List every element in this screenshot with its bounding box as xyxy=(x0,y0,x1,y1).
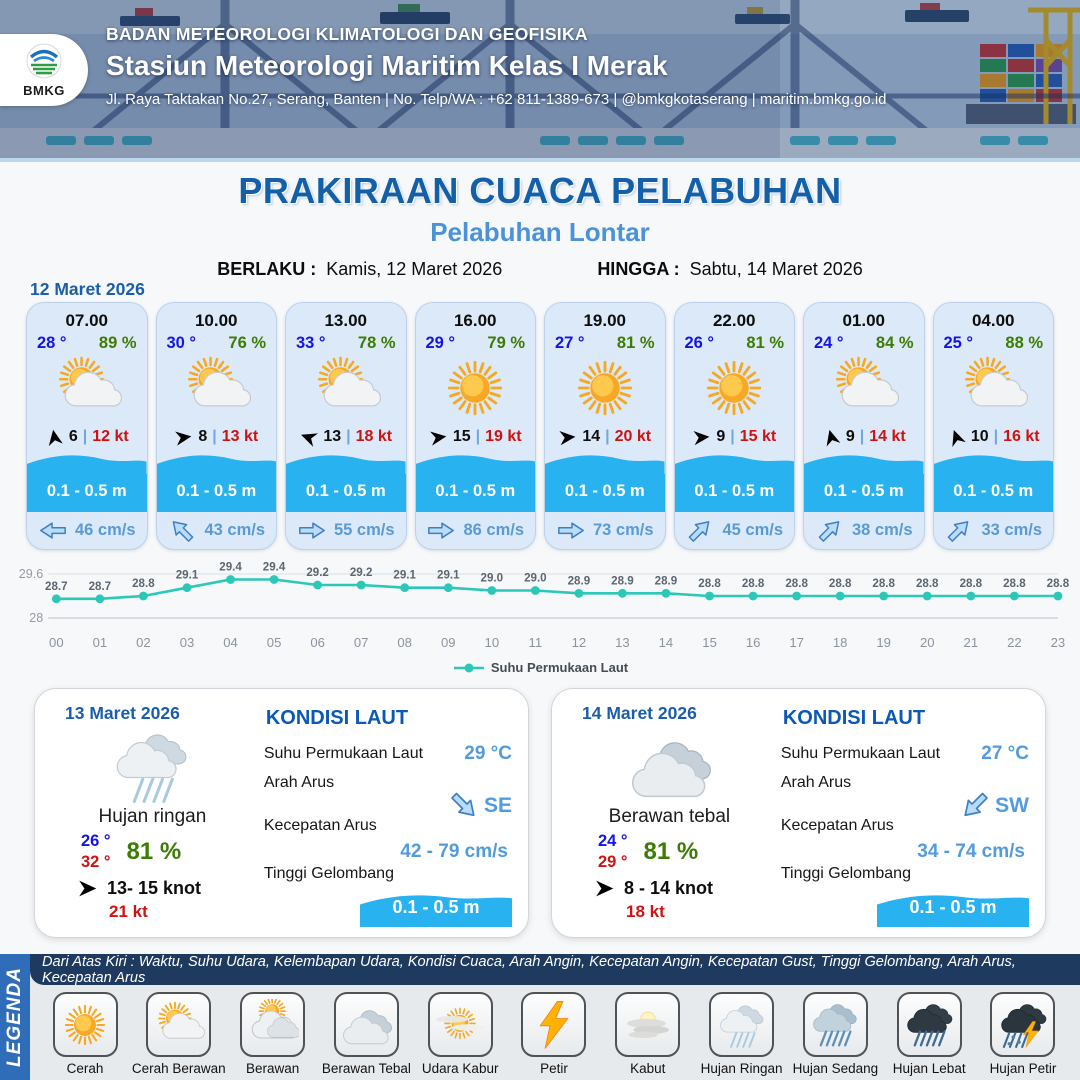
svg-text:16: 16 xyxy=(745,635,761,650)
current-speed-label: Kecepatan Arus xyxy=(780,817,894,834)
panel-date: 13 Maret 2026 xyxy=(65,703,180,723)
wind-speed: 13 xyxy=(323,428,342,446)
card-temperature: 27 ° xyxy=(555,334,585,352)
forecast-card xyxy=(26,302,148,550)
card-temperature: 29 ° xyxy=(425,334,456,352)
wind-gust: 14 kt xyxy=(869,428,906,446)
legend-item xyxy=(228,992,318,1080)
current-speed: 38 cm/s xyxy=(851,520,913,539)
wave-crest-icon xyxy=(157,452,277,474)
legend-item-label: Hujan Sedang xyxy=(792,1061,879,1076)
legend-caption: Dari Atas Kiri : Waktu, Suhu Udara, Kelembapan Udara, Kondisi Cuaca, Arah Angin, Kecepatan Angin, Kecepatan Gust, Tinggi Gelombang, Arah Arus, Kecepatan Arus xyxy=(30,954,1080,985)
card-wind-row xyxy=(416,423,536,452)
wave-crest-icon xyxy=(416,452,536,474)
title-section xyxy=(0,170,1080,280)
sst-label: Suhu Permukaan Laut xyxy=(263,745,424,762)
legend-weather-icon xyxy=(428,992,493,1057)
svg-text:09: 09 xyxy=(441,635,456,650)
forecast-card xyxy=(803,302,925,550)
card-wind-row xyxy=(804,423,924,452)
weather-icon xyxy=(100,724,204,808)
current-direction-value: SE xyxy=(483,793,512,817)
svg-text:12: 12 xyxy=(571,635,587,650)
wind-direction-icon xyxy=(297,425,321,449)
wind-separator: | xyxy=(859,428,865,446)
card-time: 13.00 xyxy=(324,311,368,330)
legend-item xyxy=(509,992,599,1080)
current-speed: 33 cm/s xyxy=(981,520,1043,539)
svg-text:21: 21 xyxy=(963,635,979,650)
current-speed: 55 cm/s xyxy=(333,520,395,539)
svg-text:17: 17 xyxy=(789,635,804,650)
legend-weather-icon xyxy=(334,992,399,1057)
legend-weather-icon xyxy=(146,992,211,1057)
card-temperature: 25 ° xyxy=(943,334,974,352)
panel-day2 xyxy=(34,688,529,938)
card-temperature: 33 ° xyxy=(296,334,326,352)
svg-text:03: 03 xyxy=(179,635,195,650)
card-wind-row xyxy=(675,423,795,452)
svg-text:28.8: 28.8 xyxy=(1046,578,1070,590)
svg-text:06: 06 xyxy=(310,635,325,650)
legend-item xyxy=(415,992,505,1080)
valid-from-date: Kamis, 12 Maret 2026 xyxy=(326,259,503,279)
wave-crest-icon xyxy=(286,452,406,474)
sst-line-chart xyxy=(12,556,1070,652)
card-humidity: 79 % xyxy=(487,334,525,352)
humidity: 81 % xyxy=(643,838,699,865)
svg-text:28.8: 28.8 xyxy=(959,578,983,590)
current-speed-label: Kecepatan Arus xyxy=(263,817,377,834)
weather-icon xyxy=(157,353,277,423)
wind-direction-icon xyxy=(692,427,713,448)
humidity: 81 % xyxy=(126,838,182,865)
svg-text:23: 23 xyxy=(1050,635,1066,650)
card-current-row xyxy=(416,512,536,549)
sst-value: 27 °C xyxy=(981,743,1029,764)
wave-height-band xyxy=(286,452,406,512)
card-humidity: 84 % xyxy=(875,334,914,352)
chart-legend xyxy=(12,660,1070,675)
card-temperature: 30 ° xyxy=(166,334,197,352)
card-wind-row xyxy=(934,423,1054,452)
header xyxy=(0,0,1080,162)
svg-text:22: 22 xyxy=(1007,635,1022,650)
current-speed: 86 cm/s xyxy=(463,520,525,539)
page-title: PRAKIRAAN CUACA PELABUHAN xyxy=(238,170,842,211)
svg-text:28.7: 28.7 xyxy=(88,580,112,593)
current-speed: 45 cm/s xyxy=(722,520,784,539)
current-direction-label: Arah Arus xyxy=(263,774,335,791)
forecast-date: 12 Maret 2026 xyxy=(30,279,145,299)
legend-weather-icon xyxy=(897,992,962,1057)
wave-height-label: Tinggi Gelombang xyxy=(263,865,394,882)
card-humidity: 76 % xyxy=(228,334,266,352)
legend-item xyxy=(321,992,411,1080)
legend-weather-icon xyxy=(990,992,1055,1057)
current-direction-label: Arah Arus xyxy=(780,774,852,791)
wave-crest-icon xyxy=(934,452,1054,474)
svg-text:20: 20 xyxy=(919,635,935,650)
card-humidity: 81 % xyxy=(746,334,784,352)
wind-direction-icon xyxy=(558,427,579,448)
svg-text:08: 08 xyxy=(397,635,412,650)
card-humidity: 88 % xyxy=(1005,334,1043,352)
wave-crest-icon xyxy=(545,452,665,474)
svg-text:29.0: 29.0 xyxy=(524,572,547,585)
wave-height-value: 0.1 - 0.5 m xyxy=(909,897,997,917)
current-direction-icon xyxy=(426,519,456,542)
wind-direction-icon xyxy=(173,427,194,448)
legend-item xyxy=(697,992,787,1080)
agency-name: BADAN METEOROLOGI KLIMATOLOGI DAN GEOFISIKA xyxy=(106,24,588,44)
svg-text:29.2: 29.2 xyxy=(349,567,373,579)
svg-text:28.8: 28.8 xyxy=(1003,578,1026,590)
svg-text:15: 15 xyxy=(702,635,717,650)
current-direction-icon xyxy=(682,512,719,549)
chart-legend-marker-icon xyxy=(454,663,484,673)
current-direction-icon xyxy=(941,512,978,549)
forecast-card xyxy=(933,302,1055,550)
svg-text:28.8: 28.8 xyxy=(785,578,808,590)
svg-text:28.8: 28.8 xyxy=(915,578,939,590)
wave-height-band xyxy=(934,452,1054,512)
svg-text:28.9: 28.9 xyxy=(654,575,678,588)
svg-text:00: 00 xyxy=(49,635,64,650)
wind-speed: 9 xyxy=(716,428,726,446)
bmkg-logo-text: BMKG xyxy=(23,83,65,98)
legend-weather-icon xyxy=(709,992,774,1057)
legend-items-row xyxy=(30,985,1080,1080)
legend-item-label: Cerah xyxy=(66,1061,104,1076)
valid-to-label: HINGGA : xyxy=(597,259,680,279)
card-wind-row xyxy=(286,423,406,452)
weather-condition: Berawan tebal xyxy=(608,806,731,827)
card-time: 22.00 xyxy=(712,311,756,330)
svg-text:28.8: 28.8 xyxy=(132,578,155,590)
legend-item-label: Hujan Petir xyxy=(989,1061,1057,1076)
card-time: 01.00 xyxy=(842,311,886,330)
card-current-row xyxy=(675,512,795,549)
wave-height-value: 0.1 - 0.5 m xyxy=(416,474,536,512)
wind-direction-icon xyxy=(77,878,98,899)
weather-icon xyxy=(27,353,147,423)
legend-weather-icon xyxy=(615,992,680,1057)
wave-height-band xyxy=(804,452,924,512)
legend-weather-icon xyxy=(803,992,868,1057)
forecast-cards-row xyxy=(26,302,1054,550)
svg-text:07: 07 xyxy=(353,635,369,650)
weather-icon xyxy=(934,353,1054,423)
wave-height-band xyxy=(416,452,536,512)
current-direction-icon xyxy=(297,519,327,542)
temp-max: 32 ° xyxy=(81,853,111,871)
panel-day3 xyxy=(551,688,1046,938)
wave-height-value: 0.1 - 0.5 m xyxy=(157,474,277,512)
wave-height-band xyxy=(27,452,147,512)
wave-height-value: 0.1 - 0.5 m xyxy=(286,474,406,512)
legend-item-label: Hujan Ringan xyxy=(700,1061,783,1076)
wind-separator: | xyxy=(82,428,88,446)
legend-item-label: Berawan Tebal xyxy=(321,1061,411,1076)
wave-height-band xyxy=(157,452,277,512)
svg-text:29.1: 29.1 xyxy=(437,569,460,582)
wave-crest-icon xyxy=(675,452,795,474)
wave-height-value: 0.1 - 0.5 m xyxy=(392,897,480,917)
wind-direction-icon xyxy=(820,426,843,449)
legend-weather-icon xyxy=(53,992,118,1057)
station-address: Jl. Raya Taktakan No.27, Serang, Banten | No. Telp/WA : +62 811-1389-673 | @bmkgkotaserang | maritim.bmkg.go.id xyxy=(106,91,887,108)
card-humidity: 89 % xyxy=(98,334,137,352)
current-speed-value: 34 - 74 cm/s xyxy=(917,841,1025,862)
weather-icon xyxy=(617,724,721,808)
card-current-row xyxy=(27,512,147,549)
wave-height-value: 0.1 - 0.5 m xyxy=(545,474,665,512)
legend-item-label: Cerah Berawan xyxy=(131,1061,226,1076)
wind-separator: | xyxy=(993,428,999,446)
legend-item xyxy=(884,992,974,1080)
current-speed: 46 cm/s xyxy=(74,520,136,539)
port-name: Pelabuhan Lontar xyxy=(430,217,650,247)
wave-crest-icon xyxy=(804,452,924,474)
chart-legend-label: Suhu Permukaan Laut xyxy=(490,660,629,675)
wind-direction-icon xyxy=(594,878,615,899)
card-temperature: 24 ° xyxy=(814,334,844,352)
wind-separator: | xyxy=(475,428,481,446)
current-speed: 73 cm/s xyxy=(592,520,654,539)
current-direction-icon xyxy=(811,512,848,549)
wind-speed: 10 xyxy=(970,428,989,446)
temp-max: 29 ° xyxy=(598,853,628,871)
sea-conditions-heading: KONDISI LAUT xyxy=(782,707,926,729)
weather-icon xyxy=(804,353,924,423)
forecast-card xyxy=(285,302,407,550)
legend-item-label: Petir xyxy=(540,1061,568,1076)
sst-value: 29 °C xyxy=(464,743,512,764)
weather-icon xyxy=(286,353,406,423)
validity-row xyxy=(0,259,1080,280)
card-wind-row xyxy=(545,423,665,452)
wave-height-box xyxy=(360,891,512,927)
station-name: Stasiun Meteorologi Maritim Kelas I Merak xyxy=(106,50,668,81)
weather-icon xyxy=(416,353,536,423)
svg-text:29.2: 29.2 xyxy=(306,567,329,579)
day-panels xyxy=(34,688,1046,938)
card-time: 07.00 xyxy=(65,311,109,330)
current-direction-value: SW xyxy=(995,793,1029,817)
card-time: 04.00 xyxy=(971,311,1015,330)
weather-condition: Hujan ringan xyxy=(98,806,207,827)
svg-text:29.0: 29.0 xyxy=(480,572,504,585)
legend-item-label: Hujan Lebat xyxy=(892,1061,966,1076)
svg-text:28: 28 xyxy=(29,611,44,625)
weather-icon xyxy=(545,353,665,423)
svg-text:05: 05 xyxy=(266,635,282,650)
svg-text:13: 13 xyxy=(615,635,630,650)
wind-separator: | xyxy=(605,428,610,446)
svg-text:28.8: 28.8 xyxy=(872,578,895,590)
card-time: 10.00 xyxy=(194,311,238,330)
wind-gust: 15 kt xyxy=(739,428,777,446)
sea-conditions-heading: KONDISI LAUT xyxy=(265,707,409,729)
current-speed-value: 42 - 79 cm/s xyxy=(400,841,508,862)
wind-gust: 19 kt xyxy=(485,428,522,446)
wind-range: 13- 15 knot xyxy=(107,878,202,898)
card-temperature: 28 ° xyxy=(37,334,67,352)
bmkg-emblem-icon xyxy=(24,42,64,82)
wind-separator: | xyxy=(346,428,351,446)
legend-section xyxy=(0,954,1080,1080)
card-time: 16.00 xyxy=(453,311,497,330)
wave-height-value: 0.1 - 0.5 m xyxy=(804,474,924,512)
legend-item-label: Berawan xyxy=(245,1061,300,1076)
wave-height-band xyxy=(675,452,795,512)
panel-date: 14 Maret 2026 xyxy=(582,703,697,723)
wind-gust: 16 kt xyxy=(1003,428,1040,446)
legend-item xyxy=(131,992,226,1080)
wind-gust: 21 kt xyxy=(109,902,148,921)
card-wind-row xyxy=(27,423,147,452)
wind-speed: 8 xyxy=(198,428,208,446)
current-direction-icon xyxy=(164,512,201,549)
svg-text:29.1: 29.1 xyxy=(175,569,199,582)
card-current-row xyxy=(157,512,277,549)
svg-text:04: 04 xyxy=(223,635,238,650)
wave-height-value: 0.1 - 0.5 m xyxy=(675,474,795,512)
svg-text:28.9: 28.9 xyxy=(611,575,634,588)
wind-speed: 9 xyxy=(845,428,855,446)
svg-text:28.8: 28.8 xyxy=(741,578,765,590)
legend-weather-icon xyxy=(521,992,586,1057)
wave-height-value: 0.1 - 0.5 m xyxy=(934,474,1054,512)
wave-height-value: 0.1 - 0.5 m xyxy=(27,474,147,512)
card-humidity: 81 % xyxy=(616,334,655,352)
legend-title-strip xyxy=(0,954,30,1080)
svg-text:29.4: 29.4 xyxy=(262,561,286,574)
svg-text:28.9: 28.9 xyxy=(567,575,591,588)
wind-gust: 13 kt xyxy=(221,428,259,446)
legend-title: LEGENDA xyxy=(4,967,25,1067)
legend-item xyxy=(978,992,1068,1080)
svg-text:11: 11 xyxy=(528,635,543,650)
card-current-row xyxy=(804,512,924,549)
wind-gust: 20 kt xyxy=(614,428,652,446)
wind-range: 8 - 14 knot xyxy=(624,878,714,898)
svg-text:29.1: 29.1 xyxy=(393,569,416,582)
wave-height-label: Tinggi Gelombang xyxy=(780,865,911,882)
card-current-row xyxy=(934,512,1054,549)
svg-text:19: 19 xyxy=(876,635,891,650)
svg-text:18: 18 xyxy=(832,635,848,650)
wave-height-box xyxy=(877,891,1029,927)
card-current-row xyxy=(545,512,665,549)
card-wind-row xyxy=(157,423,277,452)
card-temperature: 26 ° xyxy=(684,334,715,352)
legend-weather-icon xyxy=(240,992,305,1057)
current-direction-icon xyxy=(38,519,68,542)
svg-text:28.7: 28.7 xyxy=(45,580,68,593)
legend-item xyxy=(790,992,880,1080)
weather-icon xyxy=(675,353,795,423)
wind-direction-icon xyxy=(944,425,968,449)
wind-separator: | xyxy=(730,428,735,446)
forecast-card xyxy=(674,302,796,550)
wind-direction-icon xyxy=(428,427,449,448)
wind-gust: 12 kt xyxy=(92,428,129,446)
forecast-card xyxy=(544,302,666,550)
current-speed: 43 cm/s xyxy=(204,520,266,539)
forecast-card xyxy=(415,302,537,550)
svg-text:10: 10 xyxy=(484,635,500,650)
legend-item xyxy=(603,992,693,1080)
card-current-row xyxy=(286,512,406,549)
svg-text:14: 14 xyxy=(658,635,674,650)
legend-item-label: Udara Kabur xyxy=(421,1061,499,1076)
legend-item-label: Kabut xyxy=(630,1061,666,1076)
svg-text:02: 02 xyxy=(136,635,151,650)
card-humidity: 78 % xyxy=(357,334,396,352)
svg-text:01: 01 xyxy=(92,635,108,650)
wind-speed: 15 xyxy=(452,428,471,446)
wave-crest-icon xyxy=(27,452,147,474)
card-time: 19.00 xyxy=(583,311,627,330)
valid-to-date: Sabtu, 14 Maret 2026 xyxy=(689,259,863,279)
current-direction-icon xyxy=(556,519,586,542)
bmkg-logo xyxy=(0,34,88,106)
svg-text:28.8: 28.8 xyxy=(828,578,852,590)
svg-text:29.4: 29.4 xyxy=(219,561,242,574)
wave-height-band xyxy=(545,452,665,512)
wind-separator: | xyxy=(212,428,217,446)
wind-direction-icon xyxy=(43,426,65,448)
temp-min: 24 ° xyxy=(598,832,628,850)
sst-chart-section xyxy=(12,556,1070,675)
sst-label: Suhu Permukaan Laut xyxy=(780,745,941,762)
wind-speed: 14 xyxy=(582,428,601,446)
wind-speed: 6 xyxy=(68,428,78,446)
svg-text:28.8: 28.8 xyxy=(698,578,721,590)
legend-item xyxy=(40,992,130,1080)
temp-min: 26 ° xyxy=(81,832,111,850)
svg-text:29.6: 29.6 xyxy=(18,567,44,581)
forecast-card xyxy=(156,302,278,550)
wind-gust: 18 kt xyxy=(355,428,393,446)
valid-from-label: BERLAKU : xyxy=(217,259,317,279)
wind-gust: 18 kt xyxy=(626,902,665,921)
